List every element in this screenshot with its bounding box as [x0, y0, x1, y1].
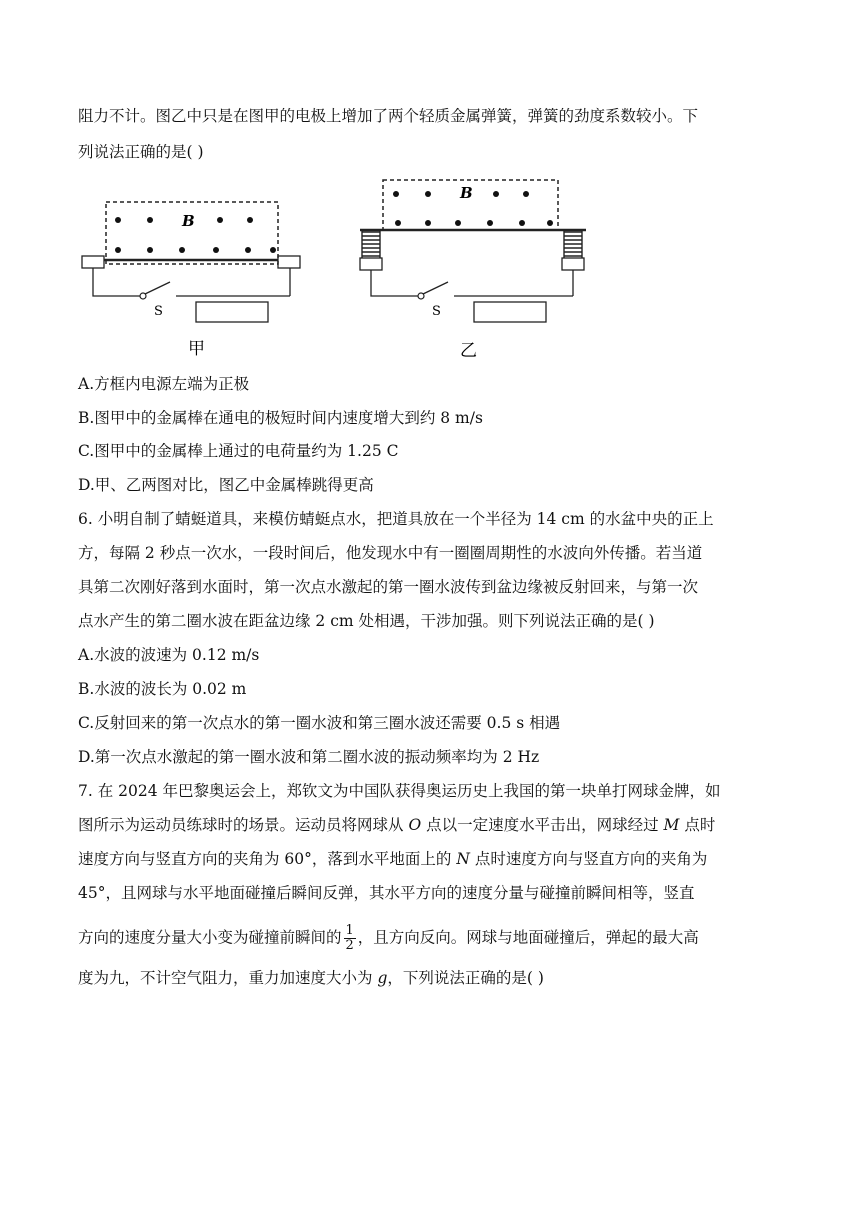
q6-line-2: 方，每隔 2 秒点一次水，一段时间后，他发现水中有一圈圈周期性的水波向外传播。若当道: [78, 544, 703, 562]
intro-line-2: 列说法正确的是( ): [78, 143, 204, 161]
q6-line-4: 点水产生的第二圈水波在距盆边缘 2 cm 处相遇，干涉加强。则下列说法正确的是( ): [78, 612, 655, 630]
q7-line-5: 方向的速度分量大小变为碰撞前瞬间的 $\frac{1}{2}$ ，且方向反向。网球与地面碰撞后，弹起的最大高: [78, 923, 699, 953]
q6-line-1: 6. 小明自制了蜻蜓道具，来模仿蜻蜓点水，把道具放在一个半径为 14 cm 的水盆中央的正上: [78, 510, 714, 528]
q5-option-c: C.图甲中的金属棒上通过的电荷量约为 1.25 C: [78, 442, 399, 460]
spring-right-yi: [564, 230, 582, 258]
switch-blade-jia: [145, 282, 170, 294]
fraction-one-half: $\frac{1}{2}$: [345, 923, 354, 953]
spring-left-yi: [362, 230, 380, 258]
electrode-right-jia: [278, 256, 300, 268]
electrode-right-yi: [562, 258, 584, 270]
figure-jia: [82, 202, 300, 359]
field-label-yi: B: [460, 184, 473, 202]
field-dots-yi: [393, 191, 553, 226]
field-label-jia: B: [182, 212, 195, 230]
figure-yi: [360, 180, 586, 361]
power-box-yi: [474, 302, 546, 322]
field-dots-jia: [115, 217, 276, 253]
q6-option-c: C.反射回来的第一次点水的第一圈水波和第三圈水波还需要 0.5 s 相遇: [78, 714, 561, 732]
figure-pair: [78, 170, 598, 370]
q6-option-b: B.水波的波长为 0.02 m: [78, 680, 247, 698]
caption-jia: 甲: [188, 339, 205, 359]
q5-option-d: D.甲、乙两图对比，图乙中金属棒跳得更高: [78, 476, 374, 494]
q7-line-4: 45°，且网球与水平地面碰撞后瞬间反弹，其水平方向的速度分量与碰撞前瞬间相等，竖直: [78, 884, 695, 902]
electrode-left-jia: [82, 256, 104, 268]
q5-option-b: B.图甲中的金属棒在通电的极短时间内速度增大到约 8 m/s: [78, 409, 483, 427]
q7-line-3: 速度方向与竖直方向的夹角为 60°，落到水平地面上的 N 点时速度方向与竖直方向的夹角为: [78, 850, 708, 868]
q5-option-a: A.方框内电源左端为正极: [78, 375, 250, 393]
circuit-diagrams: [78, 170, 598, 370]
q7-line-2: 图所示为运动员练球时的场景。运动员将网球从 O 点以一定速度水平击出，网球经过 M 点时: [78, 816, 716, 834]
q7-line-1: 7. 在 2024 年巴黎奥运会上，郑钦文为中国队获得奥运历史上我国的第一块单打网球金牌，如: [78, 782, 721, 800]
electrode-left-yi: [360, 258, 382, 270]
power-box-jia: [196, 302, 268, 322]
q6-option-d: D.第一次点水激起的第一圈水波和第二圈水波的振动频率均为 2 Hz: [78, 748, 540, 766]
q6-option-a: A.水波的波速为 0.12 m/s: [78, 646, 260, 664]
switch-blade-yi: [423, 282, 448, 294]
intro-line-1: 阻力不计。图乙中只是在图甲的电极上增加了两个轻质金属弹簧，弹簧的劲度系数较小。下: [78, 107, 699, 125]
switch-label-yi: S: [432, 304, 441, 319]
q6-line-3: 具第二次刚好落到水面时，第一次点水激起的第一圈水波传到盆边缘被反射回来，与第一次: [78, 578, 699, 596]
switch-label-jia: S: [154, 304, 163, 319]
caption-yi: 乙: [460, 341, 477, 361]
q7-line-6: 度为九，不计空气阻力，重力加速度大小为 g，下列说法正确的是( ): [78, 969, 544, 987]
